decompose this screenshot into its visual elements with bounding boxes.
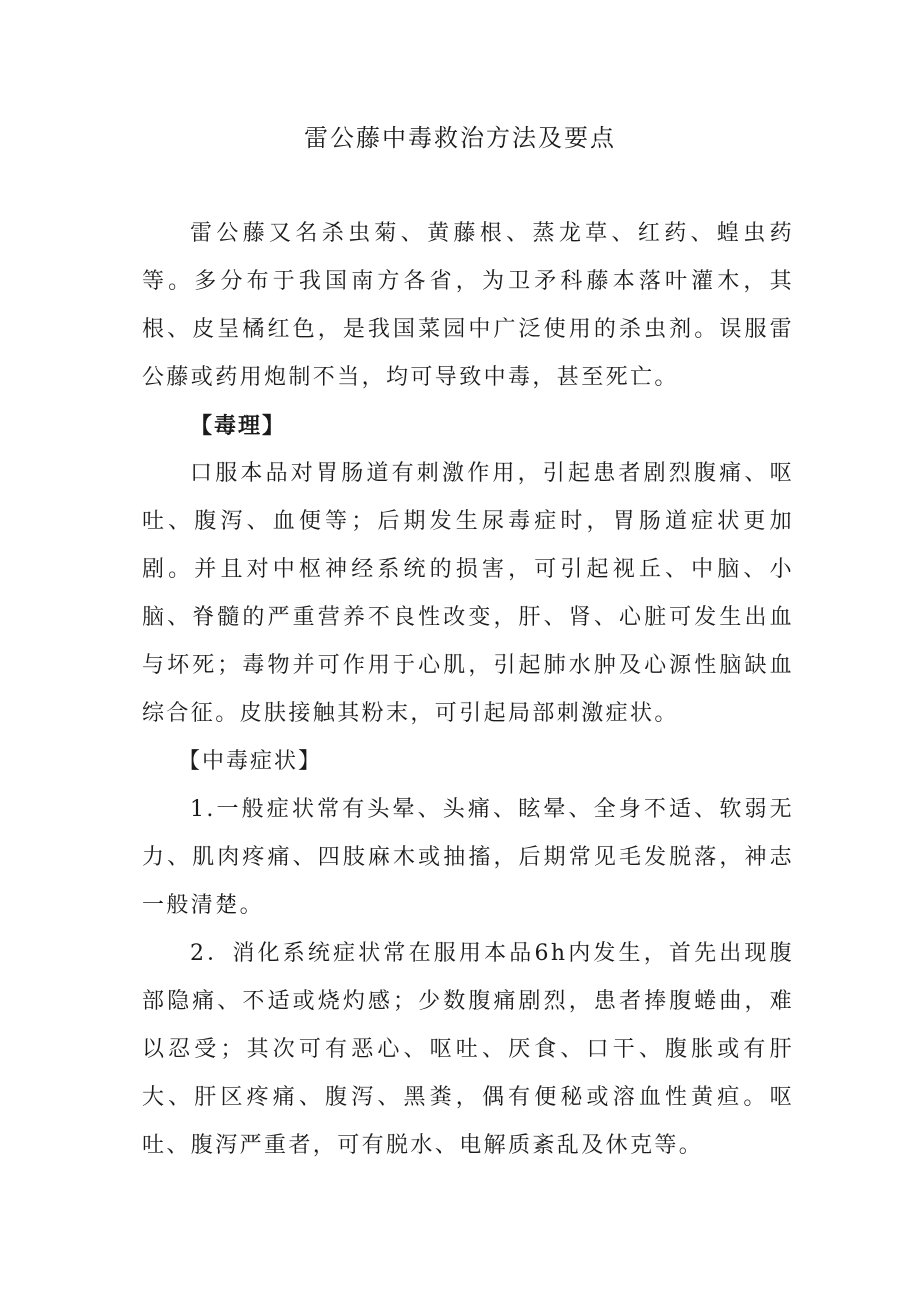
toxicology-paragraph: 口服本品对胃肠道有刺激作用，引起患者剧烈腹痛、呕吐、腹泻、血便等；后期发生尿毒症时，胃肠道症状更加剧。并且对中枢神经系统的损害，可引起视丘、中脑、小脑、脊髓的严重营养不良性改变，肝、肾、心脏可发生出血与坏死；毒物并可作用于心肌，引起肺水肿及心源性脑缺血综合征。皮肤接触其粉末，可引起局部刺激症状。 <box>142 461 794 726</box>
toxicology-heading: 【毒理】 <box>190 413 287 439</box>
symptoms-heading: 【中毒症状】 <box>178 749 323 774</box>
symptoms-item-2: 2．消化系统症状常在服用本品6h内发生，首先出现腹部隐痛、不适或烧灼感；少数腹痛剧烈，患者捧腹蜷曲，难以忍受；其次可有恶心、呕吐、厌食、口干、腹胀或有肝大、肝区疼痛、腹泻、黑粪，偶有便秘或溶血性黄疸。呕吐、腹泻严重者，可有脱水、电解质紊乱及休克等。 <box>142 941 794 1158</box>
document-body <box>142 210 794 1170</box>
symptoms-item-1: 1.一般症状常有头晕、头痛、眩晕、全身不适、软弱无力、肌肉疼痛、四肢麻木或抽搐，后期常见毛发脱落，神志一般清楚。 <box>142 797 794 918</box>
document-title: 雷公藤中毒救治方法及要点 <box>304 124 616 152</box>
intro-paragraph: 雷公藤又名杀虫菊、黄藤根、蒸龙草、红药、蝗虫药等。多分布于我国南方各省，为卫矛科藤本落叶灌木，其根、皮呈橘红色，是我国菜园中广泛使用的杀虫剂。误服雷公藤或药用炮制不当，均可导致中毒，甚至死亡。 <box>142 221 794 390</box>
